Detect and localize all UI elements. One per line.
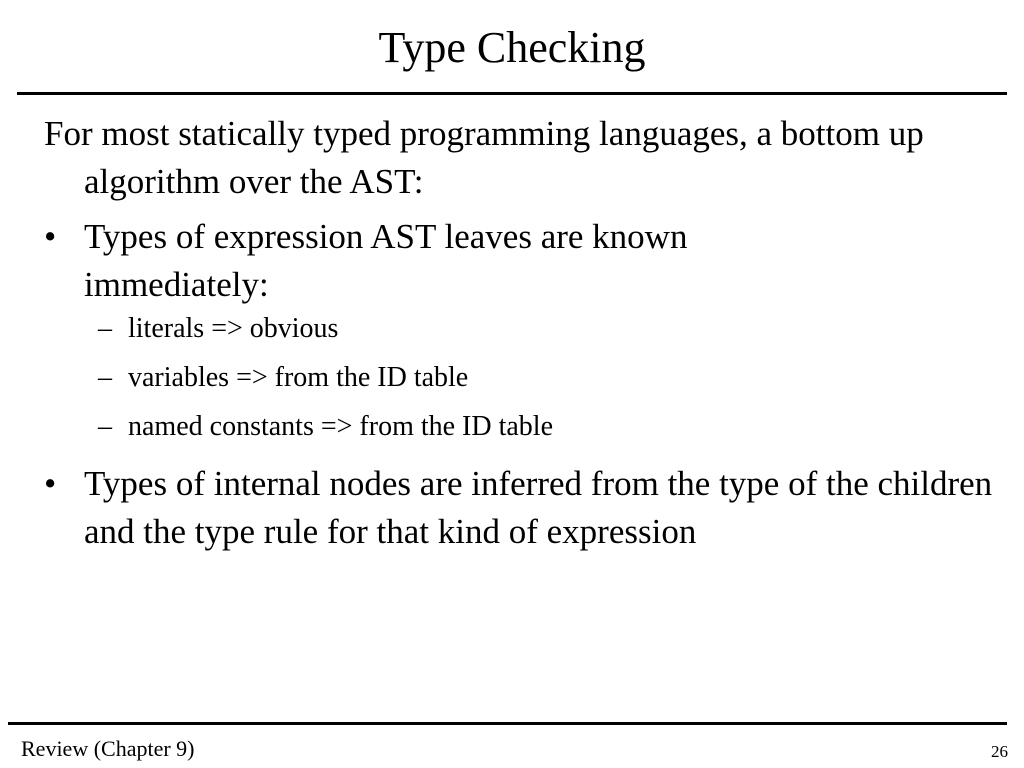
footer-chapter-label: Review (Chapter 9) (21, 736, 195, 761)
slide-title: Type Checking (378, 23, 646, 72)
sub-bullet-text: variables => from the ID table (128, 362, 469, 393)
sub-bullet-marker: – (98, 411, 112, 442)
bullet-marker: • (44, 217, 57, 256)
bullet-marker: • (44, 464, 57, 503)
intro-paragraph: For most statically typed programming languages, a bottom up algorithm over the AST: (44, 114, 924, 201)
bullet-item (44, 460, 1024, 556)
sub-bullet-marker: – (98, 362, 112, 393)
title-divider (17, 92, 1007, 95)
sub-bullet-text: named constants => from the ID table (128, 411, 554, 442)
sub-bullet-item (44, 362, 994, 394)
bullet-item (44, 213, 844, 309)
page-number: 26 (991, 742, 1008, 761)
sub-bullet-item (44, 313, 994, 345)
bullet-text: Types of internal nodes are inferred from the type of the children and the type rule for that kind of expression (84, 464, 993, 551)
slide-body (44, 110, 994, 560)
sub-bullet-text: literals => obvious (128, 313, 339, 344)
footer-divider (8, 722, 1007, 725)
sub-bullet-item (44, 411, 994, 443)
sub-bullet-marker: – (98, 313, 112, 344)
bullet-text: Types of expression AST leaves are known immediately: (84, 217, 688, 304)
